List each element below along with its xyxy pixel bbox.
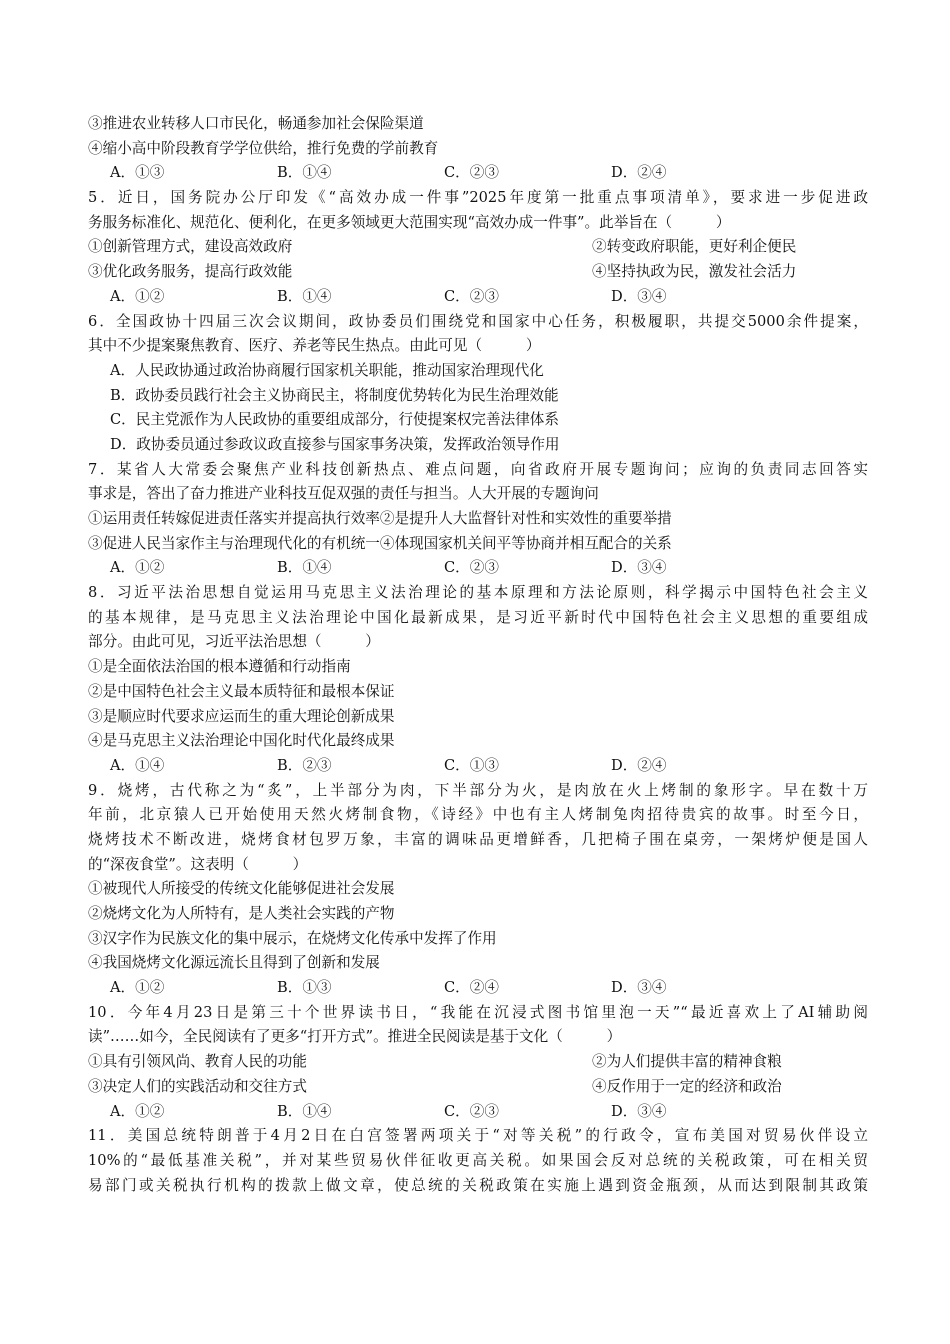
text-line: 年前，北京猿人已开始使用天然火烤制食物，《诗经》中也有主人烤制兔肉招待贵宾的故事。时至今日， (88, 806, 868, 824)
option: B．②③ (277, 756, 332, 774)
text-line: 烧烤技术不断改进，烧烤食材包罗万象，丰富的调味品更增鲜香，几把椅子围在桌旁，一架烤炉便是国人 (88, 830, 868, 848)
question-5: 5．近日，国务院办公厅印发《“高效办成一件事”2025年度第一批重点事项清单》，要求进一步促进政 (88, 189, 868, 207)
text-line: 的“深夜食堂”。这表明（ ） (88, 855, 308, 873)
statement: ①被现代人所接受的传统文化能够促进社会发展 (88, 880, 395, 898)
text-line: 10%的“最低基准关税”，并对某些贸易伙伴征收更高关税。如果国会反对总统的关税政策，可在相关贸 (88, 1151, 868, 1169)
option: C．①③ (444, 756, 499, 774)
option: A．①② (110, 287, 165, 305)
option: A．①② (110, 559, 165, 577)
option: A．①④ (110, 756, 165, 774)
option: D．③④ (611, 1102, 667, 1120)
option: B．①④ (277, 287, 332, 305)
statement: ④我国烧烤文化源远流长且得到了创新和发展 (88, 954, 380, 972)
statement: ①具有引领风尚、教育人民的功能 (88, 1053, 307, 1071)
statement: ④是马克思主义法治理论中国化时代化最终成果 (88, 732, 395, 750)
text-line: ④缩小高中阶段教育学学位供给，推行免费的学前教育 (88, 139, 439, 157)
statement: ③促进人民当家作主与治理现代化的有机统一④体现国家机关间平等协商并相互配合的关系 (88, 534, 672, 552)
text-line: 务服务标准化、规范化、便利化，在更多领域更大范围实现“高效办成一件事”。此举旨在（ ） (88, 213, 731, 231)
statement-pair (88, 1075, 868, 1100)
option: A．①③ (110, 164, 165, 182)
statement-pair (88, 260, 868, 285)
option: A．人民政协通过政治协商履行国家机关职能，推动国家治理现代化 (110, 361, 544, 379)
option: D．②④ (611, 164, 667, 182)
statement: ③汉字作为民族文化的集中展示，在烧烤文化传承中发挥了作用 (88, 929, 497, 947)
statement: ③决定人们的实践活动和交往方式 (88, 1077, 307, 1095)
option: B．政协委员践行社会主义协商民主，将制度优势转化为民生治理效能 (110, 386, 559, 404)
question-7: 7．某省人大常委会聚焦产业科技创新热点、难点问题，向省政府开展专题询问；应询的负责同志回答实 (88, 460, 868, 478)
statement-pair (88, 235, 868, 260)
option: B．①④ (277, 1102, 332, 1120)
text-line: 其中不少提案聚焦教育、医疗、养老等民生热点。由此可见（ ） (88, 337, 541, 355)
statement: ②转变政府职能，更好利企便民 (592, 238, 797, 256)
statement: ③是顺应时代要求应运而生的重大理论创新成果 (88, 707, 395, 725)
statement: ①创新管理方式，建设高效政府 (88, 238, 293, 256)
option: D．②④ (611, 756, 667, 774)
option: C．②④ (444, 979, 499, 997)
statement-pair (88, 1050, 868, 1075)
statement: ④坚持执政为民，激发社会活力 (592, 263, 797, 281)
exam-page (88, 112, 868, 1198)
statement: ④反作用于一定的经济和政治 (592, 1077, 782, 1095)
statement: ①运用责任转嫁促进责任落实并提高执行效率②是提升人大监督针对性和实效性的重要举措 (88, 510, 672, 527)
statement: ①是全面依法治国的根本遵循和行动指南 (88, 658, 351, 676)
option: A．①② (110, 979, 165, 997)
options-row-q10 (88, 1100, 868, 1125)
statement: ②烧烤文化为人所特有，是人类社会实践的产物 (88, 905, 395, 922)
question-8: 8．习近平法治思想自觉运用马克思主义法治理论的基本原理和方法论原则，科学揭示中国特色社会主义 (88, 584, 868, 602)
option: C．②③ (444, 1102, 499, 1120)
text-line: 的基本规律，是马克思主义法治理论中国化最新成果，是习近平新时代中国特色社会主义思想的重要组成 (88, 608, 868, 626)
option: B．①④ (277, 164, 332, 182)
option: D．政协委员通过参政议政直接参与国家事务决策，发挥政治领导作用 (110, 435, 560, 453)
options-row-q5 (88, 285, 868, 310)
option: B．①③ (277, 979, 332, 997)
text-line: 易部门或关税执行机构的拨款上做文章，使总统的关税政策在实施上遇到资金瓶颈，从而达到限制其政策 (88, 1176, 868, 1194)
option: D．③④ (611, 287, 667, 305)
option: C．②③ (444, 559, 499, 577)
statement: ③优化政务服务，提高行政效能 (88, 263, 293, 281)
option: C．②③ (444, 287, 499, 305)
options-row-q9 (88, 976, 868, 1001)
question-6: 6．全国政协十四届三次会议期间，政协委员们围绕党和国家中心任务，积极履职，共提交5000余件提案， (88, 312, 868, 330)
text-line: 读”……如今，全民阅读有了更多“打开方式”。推进全民阅读是基于文化（ ） (88, 1028, 622, 1046)
options-row-q4 (88, 161, 868, 186)
question-9: 9．烧烤，古代称之为“炙”，上半部分为肉，下半部分为火，是肉放在火上烤制的象形字。早在数十万 (88, 781, 868, 799)
question-11: 11．美国总统特朗普于4月2日在白宫签署两项关于“对等关税”的行政令，宣布美国对贸易伙伴设立 (88, 1127, 868, 1145)
text-line: ③推进农业转移人口市民化，畅通参加社会保险渠道 (88, 115, 424, 132)
text-line: 部分。由此可见，习近平法治思想（ ） (88, 633, 380, 651)
options-row-q7 (88, 556, 868, 581)
statement: ②为人们提供丰富的精神食粮 (592, 1053, 782, 1071)
option: B．①④ (277, 559, 332, 577)
question-10: 10．今年4月23日是第三十个世界读书日，“我能在沉浸式图书馆里泡一天”“最近喜欢上了AI辅助阅 (88, 1003, 868, 1021)
option: D．③④ (611, 979, 667, 997)
option: C．民主党派作为人民政协的重要组成部分，行使提案权完善法律体系 (110, 411, 559, 429)
options-row-q8 (88, 754, 868, 779)
option: A．①② (110, 1102, 165, 1120)
statement: ②是中国特色社会主义最本质特征和最根本保证 (88, 682, 395, 700)
text-line: 事求是，答出了奋力推进产业科技互促双强的责任与担当。人大开展的专题询问 (88, 485, 599, 503)
option: D．③④ (611, 559, 667, 577)
option: C．②③ (444, 164, 499, 182)
